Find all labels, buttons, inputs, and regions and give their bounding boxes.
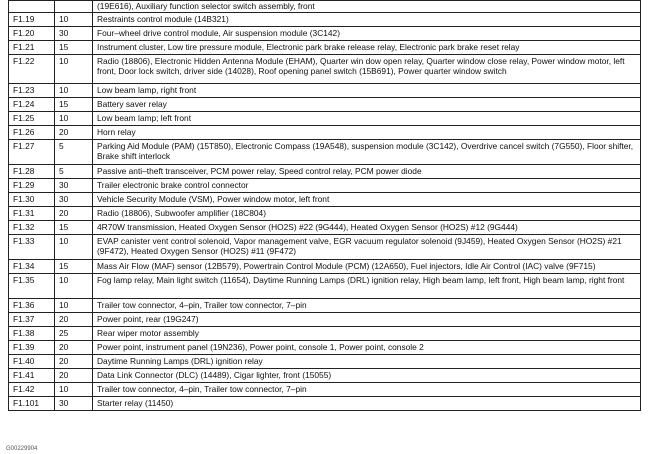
table-row xyxy=(9,383,641,397)
table-row xyxy=(9,274,641,299)
fuse-number-cell: F1.35 xyxy=(9,274,55,299)
circuits-protected-cell: Power point, rear (19G247) xyxy=(93,313,641,327)
amperage-cell: 15 xyxy=(55,260,93,274)
fuse-table xyxy=(8,0,641,411)
table-row xyxy=(9,179,641,193)
amperage-cell: 15 xyxy=(55,41,93,55)
table-row xyxy=(9,41,641,55)
table-row xyxy=(9,313,641,327)
circuits-protected-cell: Mass Air Flow (MAF) sensor (12B579), Powertrain Control Module (PCM) (12A650), Fuel injectors, Idle Air Control (IAC) valve (9F715) xyxy=(93,260,641,274)
amperage-cell: 10 xyxy=(55,299,93,313)
table-row xyxy=(9,84,641,98)
amperage-cell: 20 xyxy=(55,369,93,383)
amperage-cell: 25 xyxy=(55,327,93,341)
circuits-protected-cell: Low beam lamp, right front xyxy=(93,84,641,98)
fuse-number-cell: F1.33 xyxy=(9,235,55,260)
amperage-cell: 15 xyxy=(55,221,93,235)
amperage-cell: 30 xyxy=(55,27,93,41)
circuits-protected-cell: Horn relay xyxy=(93,126,641,140)
fuse-number-cell: F1.27 xyxy=(9,140,55,165)
fuse-number-cell: F1.24 xyxy=(9,98,55,112)
fuse-number-cell: F1.30 xyxy=(9,193,55,207)
table-row xyxy=(9,355,641,369)
table-row xyxy=(9,140,641,165)
circuits-protected-cell: Passive anti–theft transceiver, PCM power relay, Speed control relay, PCM power diode xyxy=(93,165,641,179)
table-row xyxy=(9,235,641,260)
circuits-protected-cell: Power point, instrument panel (19N236), Power point, console 1, Power point, console 2 xyxy=(93,341,641,355)
fuse-number-cell: F1.40 xyxy=(9,355,55,369)
circuits-protected-cell: Instrument cluster, Low tire pressure module, Electronic park brake release relay, Electronic park brake reset relay xyxy=(93,41,641,55)
table-row xyxy=(9,341,641,355)
table-row xyxy=(9,13,641,27)
figure-code: G00229904 xyxy=(6,446,38,452)
circuits-protected-cell: Parking Aid Module (PAM) (15T850), Electronic Compass (19A548), suspension module (3C142), Overdrive cancel switch (7G550), Floor shifter, Brake shift interlock xyxy=(93,140,641,165)
amperage-cell xyxy=(55,1,93,13)
table-row xyxy=(9,260,641,274)
table-row xyxy=(9,193,641,207)
amperage-cell: 10 xyxy=(55,13,93,27)
fuse-number-cell: F1.20 xyxy=(9,27,55,41)
circuits-protected-cell: (19E616), Auxiliary function selector switch assembly, front xyxy=(93,1,641,13)
table-row xyxy=(9,27,641,41)
fuse-number-cell: F1.29 xyxy=(9,179,55,193)
table-row xyxy=(9,221,641,235)
fuse-number-cell: F1.26 xyxy=(9,126,55,140)
amperage-cell: 30 xyxy=(55,193,93,207)
circuits-protected-cell: Trailer tow connector, 4–pin, Trailer tow connector, 7–pin xyxy=(93,383,641,397)
circuits-protected-cell: Trailer electronic brake control connector xyxy=(93,179,641,193)
circuits-protected-cell: 4R70W transmission, Heated Oxygen Sensor (HO2S) #22 (9G444), Heated Oxygen Sensor (HO2S) #12 (9G444) xyxy=(93,221,641,235)
table-row xyxy=(9,207,641,221)
circuits-protected-cell: Fog lamp relay, Main light switch (11654), Daytime Running Lamps (DRL) ignition relay, High beam lamp, left front, High beam lamp, right front xyxy=(93,274,641,299)
fuse-number-cell: F1.41 xyxy=(9,369,55,383)
fuse-number-cell: F1.36 xyxy=(9,299,55,313)
amperage-cell: 10 xyxy=(55,235,93,260)
amperage-cell: 10 xyxy=(55,383,93,397)
amperage-cell: 20 xyxy=(55,355,93,369)
amperage-cell: 20 xyxy=(55,313,93,327)
table-row xyxy=(9,98,641,112)
table-row xyxy=(9,112,641,126)
fuse-number-cell: F1.34 xyxy=(9,260,55,274)
table-row xyxy=(9,397,641,411)
fuse-number-cell: F1.39 xyxy=(9,341,55,355)
circuits-protected-cell: Data Link Connector (DLC) (14489), Cigar lighter, front (15055) xyxy=(93,369,641,383)
circuits-protected-cell: Radio (18806), Subwoofer amplifier (18C804) xyxy=(93,207,641,221)
fuse-number-cell: F1.101 xyxy=(9,397,55,411)
amperage-cell: 15 xyxy=(55,98,93,112)
fuse-number-cell: F1.31 xyxy=(9,207,55,221)
circuits-protected-cell: Starter relay (11450) xyxy=(93,397,641,411)
fuse-number-cell: F1.23 xyxy=(9,84,55,98)
amperage-cell: 20 xyxy=(55,341,93,355)
fuse-number-cell: F1.22 xyxy=(9,55,55,84)
table-row xyxy=(9,299,641,313)
circuits-protected-cell: Four–wheel drive control module, Air suspension module (3C142) xyxy=(93,27,641,41)
table-row xyxy=(9,1,641,13)
circuits-protected-cell: Radio (18806), Electronic Hidden Antenna Module (EHAM), Quarter win dow open relay, Quarter window close relay, Power window motor, left front, Door lock switch, driver side (14028), Roof opening panel switch (15B691), Power quarter window switch xyxy=(93,55,641,84)
table-row xyxy=(9,165,641,179)
fuse-number-cell: F1.25 xyxy=(9,112,55,126)
circuits-protected-cell: Rear wiper motor assembly xyxy=(93,327,641,341)
table-row xyxy=(9,55,641,84)
fuse-number-cell: F1.19 xyxy=(9,13,55,27)
amperage-cell: 10 xyxy=(55,112,93,126)
fuse-number-cell: F1.28 xyxy=(9,165,55,179)
amperage-cell: 10 xyxy=(55,55,93,84)
amperage-cell: 10 xyxy=(55,84,93,98)
amperage-cell: 30 xyxy=(55,179,93,193)
fuse-number-cell: F1.37 xyxy=(9,313,55,327)
fuse-table-body xyxy=(9,1,641,411)
amperage-cell: 10 xyxy=(55,274,93,299)
circuits-protected-cell: Low beam lamp; left front xyxy=(93,112,641,126)
amperage-cell: 5 xyxy=(55,165,93,179)
circuits-protected-cell: Trailer tow connector, 4–pin, Trailer tow connector, 7–pin xyxy=(93,299,641,313)
fuse-number-cell: F1.21 xyxy=(9,41,55,55)
fuse-number-cell xyxy=(9,1,55,13)
table-row xyxy=(9,327,641,341)
fuse-number-cell: F1.42 xyxy=(9,383,55,397)
circuits-protected-cell: EVAP canister vent control solenoid, Vapor management valve, EGR vacuum regulator solenoid (9J459), Heated Oxygen Sensor (HO2S) #21 (9F472), Heated Oxygen Sensor (HO2S) #11 (9F472) xyxy=(93,235,641,260)
amperage-cell: 20 xyxy=(55,207,93,221)
table-row xyxy=(9,126,641,140)
circuits-protected-cell: Daytime Running Lamps (DRL) ignition relay xyxy=(93,355,641,369)
circuits-protected-cell: Vehicle Security Module (VSM), Power window motor, left front xyxy=(93,193,641,207)
circuits-protected-cell: Battery saver relay xyxy=(93,98,641,112)
amperage-cell: 5 xyxy=(55,140,93,165)
fuse-number-cell: F1.32 xyxy=(9,221,55,235)
amperage-cell: 20 xyxy=(55,126,93,140)
amperage-cell: 30 xyxy=(55,397,93,411)
table-row xyxy=(9,369,641,383)
fuse-number-cell: F1.38 xyxy=(9,327,55,341)
circuits-protected-cell: Restraints control module (14B321) xyxy=(93,13,641,27)
